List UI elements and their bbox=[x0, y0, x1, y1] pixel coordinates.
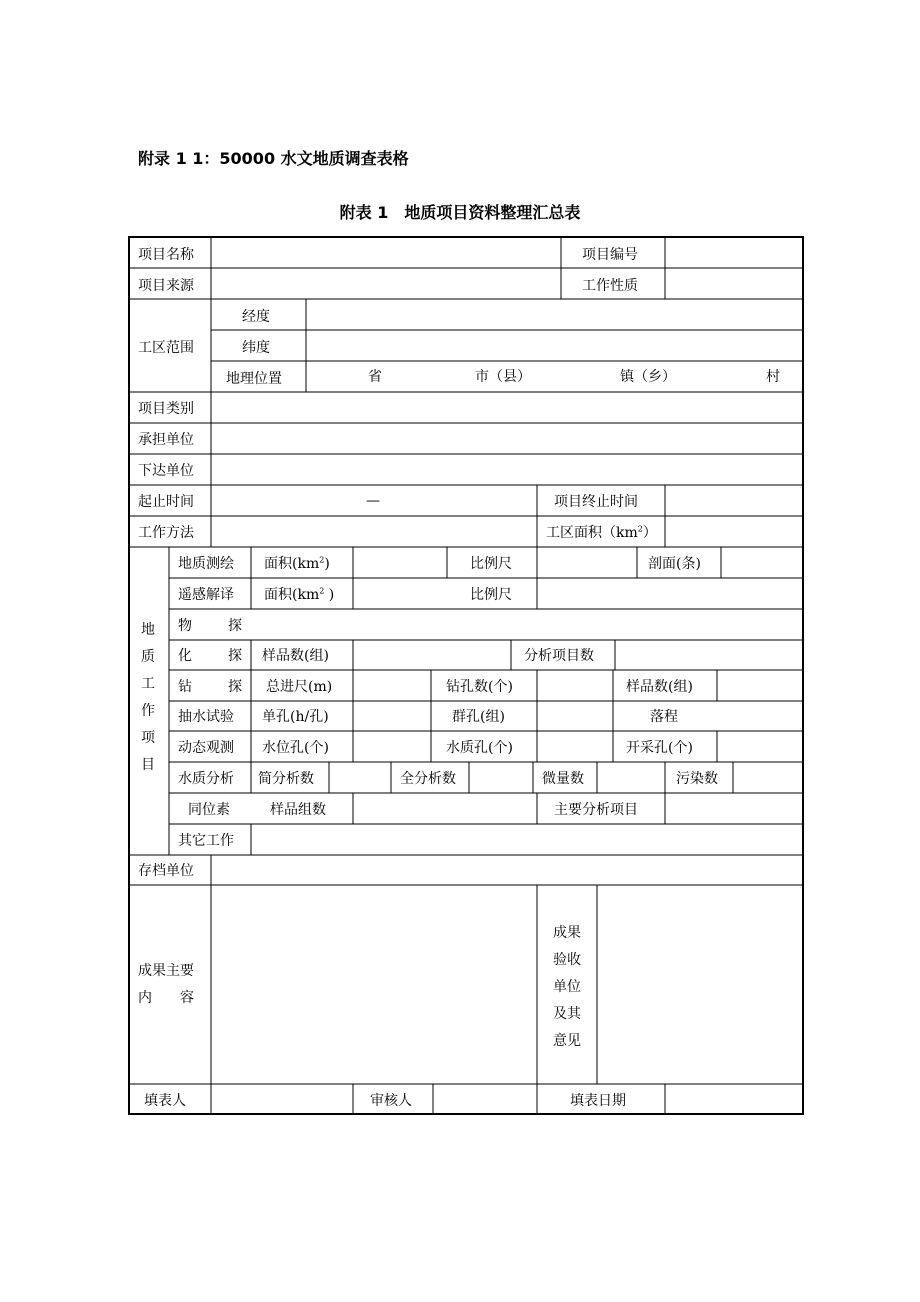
project-code-field[interactable] bbox=[666, 238, 802, 267]
main-results-line-1: 成果主要 bbox=[138, 963, 194, 979]
work-method-field[interactable] bbox=[212, 517, 536, 546]
extraction-hole-label: 开采孔(个) bbox=[626, 740, 693, 756]
main-results-field[interactable] bbox=[212, 886, 536, 1083]
acceptance-line-5: 意见 bbox=[553, 1033, 581, 1049]
longitude-field[interactable] bbox=[307, 300, 802, 329]
undertaking-unit-label: 承担单位 bbox=[138, 432, 194, 448]
issuing-unit-field[interactable] bbox=[212, 455, 802, 484]
dash-separator: — bbox=[366, 493, 380, 509]
remote-sensing-label: 遥感解译 bbox=[178, 587, 234, 603]
main-results-label bbox=[138, 958, 194, 1012]
village-label: 村 bbox=[766, 369, 780, 385]
work-area-range-label: 工区范围 bbox=[138, 340, 194, 356]
geochemical-char-1: 化 bbox=[178, 648, 192, 664]
project-name-field[interactable] bbox=[212, 238, 560, 267]
longitude-label: 经度 bbox=[242, 309, 270, 325]
pumping-test-label: 抽水试验 bbox=[178, 709, 234, 725]
pollution-count-label: 污染数 bbox=[676, 771, 718, 787]
rs-area-text: 面积(km bbox=[264, 587, 320, 603]
total-footage-label: 总进尺(m) bbox=[266, 679, 333, 695]
province-label: 省 bbox=[368, 369, 382, 385]
drawdown-label: 落程 bbox=[650, 709, 678, 725]
project-category-field[interactable] bbox=[212, 393, 802, 422]
archive-unit-label: 存档单位 bbox=[138, 863, 194, 879]
project-end-time-label: 项目终止时间 bbox=[554, 494, 638, 510]
undertaking-unit-field[interactable] bbox=[212, 424, 802, 453]
drill-sample-count-label: 样品数(组) bbox=[626, 679, 693, 695]
fill-date-label: 填表日期 bbox=[570, 1093, 626, 1109]
project-end-time-field[interactable] bbox=[666, 486, 802, 515]
acceptance-field[interactable] bbox=[598, 886, 802, 1083]
issuing-unit-label: 下达单位 bbox=[138, 463, 194, 479]
fill-date-field[interactable] bbox=[666, 1085, 802, 1113]
work-nature-field[interactable] bbox=[666, 269, 802, 298]
analysis-item-count-label: 分析项目数 bbox=[524, 648, 594, 664]
geophysical-char-2: 探 bbox=[228, 618, 242, 634]
geo-work-char-1: 地 bbox=[141, 622, 155, 638]
project-source-label: 项目来源 bbox=[138, 278, 194, 294]
water-level-hole-label: 水位孔(个) bbox=[262, 740, 329, 756]
close-paren: ） bbox=[642, 525, 657, 541]
rs-area-close: ) bbox=[324, 587, 335, 603]
full-analysis-count-label: 全分析数 bbox=[400, 771, 456, 787]
dynamic-observation-label: 动态观测 bbox=[178, 740, 234, 756]
trace-count-label: 微量数 bbox=[542, 771, 584, 787]
town-township-label: 镇（乡） bbox=[620, 369, 676, 385]
main-results-line-2: 内 容 bbox=[138, 990, 194, 1006]
geo-work-char-5: 项 bbox=[141, 730, 155, 746]
acceptance-label bbox=[553, 920, 581, 1055]
area-exponent: 2 bbox=[637, 524, 643, 534]
water-quality-analysis-label: 水质分析 bbox=[178, 771, 234, 787]
isotope-label: 同位素 bbox=[188, 802, 230, 818]
table-title: 附表 1 地质项目资料整理汇总表 bbox=[339, 203, 581, 222]
main-analysis-items-label: 主要分析项目 bbox=[554, 802, 638, 818]
city-county-label: 市（县） bbox=[475, 369, 531, 385]
rs-scale-label: 比例尺 bbox=[470, 587, 512, 603]
rs-area-exp: 2 bbox=[319, 586, 325, 596]
acceptance-line-3: 单位 bbox=[553, 979, 581, 995]
geo-work-char-2: 质 bbox=[141, 649, 155, 665]
borehole-count-label: 钻孔数(个) bbox=[446, 679, 513, 695]
work-nature-label: 工作性质 bbox=[582, 278, 638, 294]
geo-work-char-6: 目 bbox=[141, 757, 155, 773]
other-work-label: 其它工作 bbox=[178, 833, 234, 849]
mapping-area-exp: 2 bbox=[319, 555, 325, 565]
drilling-char-1: 钻 bbox=[178, 679, 192, 695]
profile-label: 剖面(条) bbox=[648, 556, 701, 572]
group-hole-label: 群孔(组) bbox=[452, 709, 505, 725]
mapping-area-text: 面积(km bbox=[264, 556, 320, 572]
geochem-sample-count-label: 样品数(组) bbox=[262, 648, 329, 664]
other-work-field[interactable] bbox=[252, 825, 802, 854]
start-time-label: 起止时间 bbox=[138, 494, 194, 510]
rs-area-label bbox=[264, 588, 334, 602]
project-category-label: 项目类别 bbox=[138, 401, 194, 417]
mapping-scale-label: 比例尺 bbox=[470, 556, 512, 572]
geo-work-char-3: 工 bbox=[141, 676, 155, 692]
geo-location-label: 地理位置 bbox=[226, 371, 282, 387]
work-area-size-label bbox=[546, 526, 657, 540]
acceptance-line-1: 成果 bbox=[553, 925, 581, 941]
acceptance-line-2: 验收 bbox=[553, 952, 581, 968]
work-area-size-text: 工区面积（km bbox=[546, 525, 638, 541]
single-hole-label: 单孔(h/孔) bbox=[262, 709, 329, 725]
archive-unit-field[interactable] bbox=[212, 856, 802, 884]
appendix-heading: 附录 1 1：50000 水文地质调查表格 bbox=[138, 149, 409, 168]
latitude-field[interactable] bbox=[307, 331, 802, 360]
project-name-label: 项目名称 bbox=[138, 247, 194, 263]
geo-work-char-4: 作 bbox=[141, 703, 155, 719]
acceptance-line-4: 及其 bbox=[553, 1006, 581, 1022]
filled-by-field[interactable] bbox=[212, 1085, 352, 1113]
water-quality-hole-label: 水质孔(个) bbox=[446, 740, 513, 756]
mapping-area-close: ) bbox=[324, 556, 330, 572]
project-source-field[interactable] bbox=[212, 269, 560, 298]
reviewer-label: 审核人 bbox=[370, 1093, 412, 1109]
simple-analysis-count-label: 简分析数 bbox=[258, 771, 314, 787]
geophysical-char-1: 物 bbox=[178, 618, 192, 634]
work-method-label: 工作方法 bbox=[138, 525, 194, 541]
geo-mapping-label: 地质测绘 bbox=[178, 556, 234, 572]
geochemical-char-2: 探 bbox=[228, 648, 242, 664]
mapping-area-label bbox=[264, 557, 330, 571]
project-code-label: 项目编号 bbox=[582, 247, 638, 263]
reviewer-field[interactable] bbox=[434, 1085, 536, 1113]
latitude-label: 纬度 bbox=[242, 340, 270, 356]
sample-group-count-label: 样品组数 bbox=[270, 802, 326, 818]
filled-by-label: 填表人 bbox=[144, 1093, 186, 1109]
drilling-char-2: 探 bbox=[228, 679, 242, 695]
